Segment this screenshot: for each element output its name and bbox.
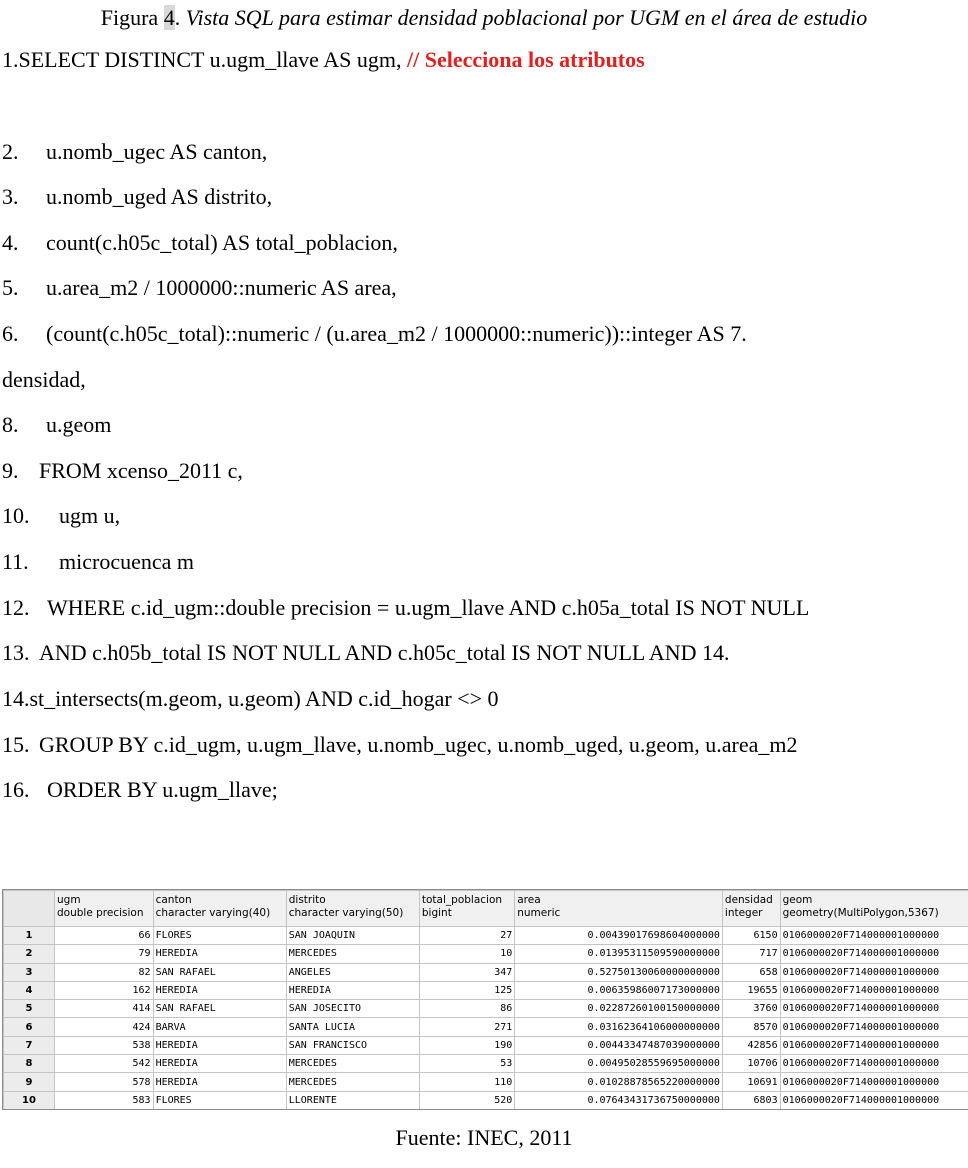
row-number[interactable]: 5 [4,1000,55,1018]
cell-geom[interactable]: 0106000020F714000001000000 [780,963,968,981]
row-number[interactable]: 1 [4,927,55,945]
cell-densidad[interactable]: 10706 [722,1055,780,1073]
cell-distrito[interactable]: SAN JOAQUIN [286,927,419,945]
cell-area[interactable]: 0.00443347487039000000 [515,1036,723,1054]
column-type: numeric [517,907,561,919]
code-text: count(c.h05c_total) AS total_poblacion, [46,230,398,255]
column-type: bigint [421,907,452,919]
line-number: 3. [2,184,19,209]
code-text: ugm u, [59,503,121,528]
code-line [2,138,267,166]
cell-distrito[interactable]: SANTA LUCIA [286,1018,419,1036]
table-row[interactable] [4,1018,968,1036]
cell-area[interactable]: 0.01395311509590000000 [515,945,723,963]
code-line [2,46,645,74]
cell-densidad[interactable]: 6803 [722,1091,780,1109]
line-number: 13. [2,640,30,665]
column-type: geometry(MultiPolygon,5367) [782,907,939,919]
row-number[interactable]: 7 [4,1036,55,1054]
line-number: 12. [2,595,30,620]
column-name: densidad [724,894,773,906]
cell-distrito[interactable]: MERCEDES [286,945,419,963]
cell-geom[interactable]: 0106000020F714000001000000 [780,1091,968,1109]
cell-distrito[interactable]: MERCEDES [286,1073,419,1091]
code-line [2,411,111,439]
cell-distrito[interactable]: HEREDIA [286,981,419,999]
code-text: u.nomb_uged AS distrito, [46,184,273,209]
cell-area[interactable]: 0.03162364106000000000 [515,1018,723,1036]
cell-ugm[interactable]: 578 [55,1073,154,1091]
cell-densidad[interactable]: 717 [722,945,780,963]
row-number[interactable]: 4 [4,981,55,999]
column-name: total_poblacion [421,894,503,906]
table-row[interactable] [4,945,968,963]
cell-geom[interactable]: 0106000020F714000001000000 [780,981,968,999]
row-number[interactable]: 6 [4,1018,55,1036]
cell-canton[interactable]: HEREDIA [153,945,286,963]
cell-geom[interactable]: 0106000020F714000001000000 [780,1000,968,1018]
caption-number: 4 [163,5,175,30]
cell-total[interactable]: 110 [419,1073,514,1091]
code-line [2,502,120,530]
cell-ugm[interactable]: 583 [55,1091,154,1109]
cell-canton[interactable]: SAN RAFAEL [153,963,286,981]
caption-separator: . [174,5,186,30]
code-line [2,548,194,576]
column-type: character varying(50) [288,907,404,919]
row-number[interactable]: 8 [4,1055,55,1073]
line-number: 16. [2,777,30,802]
code-line [2,457,243,485]
code-line [2,776,278,804]
cell-geom[interactable]: 0106000020F714000001000000 [780,1055,968,1073]
cell-area[interactable]: 0.00635986007173000000 [515,981,723,999]
code-line [2,639,730,667]
row-number[interactable]: 10 [4,1091,55,1109]
line-number: 10. [2,503,30,528]
table-row[interactable] [4,927,968,945]
cell-densidad[interactable]: 6150 [722,927,780,945]
cell-area[interactable]: 0.02287260100150000000 [515,1000,723,1018]
cell-densidad[interactable]: 8570 [722,1018,780,1036]
line-number: 5. [2,275,19,300]
cell-distrito[interactable]: SAN JOSECITO [286,1000,419,1018]
cell-distrito[interactable]: MERCEDES [286,1055,419,1073]
cell-geom[interactable]: 0106000020F714000001000000 [780,1018,968,1036]
cell-area[interactable]: 0.01028878565220000000 [515,1073,723,1091]
code-text: u.nomb_ugec AS canton, [46,139,268,164]
column-name: geom [782,894,813,906]
table-row[interactable] [4,1091,968,1109]
column-header-total_poblacion[interactable] [419,891,514,927]
code-text: FROM xcenso_2011 c, [39,458,243,483]
column-header-ugm[interactable] [55,891,154,927]
column-type: integer [724,907,763,919]
cell-area[interactable]: 0.00439017698604000000 [515,927,723,945]
caption-title: Vista SQL para estimar densidad poblacional por UGM en el área de estudio [185,5,868,30]
figure-caption [0,4,968,32]
source-note: Fuente: INEC, 2011 [395,1125,573,1150]
line-number: 15. [2,732,30,757]
code-text: microcuenca m [59,549,194,574]
cell-ugm[interactable]: 538 [55,1036,154,1054]
cell-total[interactable]: 125 [419,981,514,999]
cell-total[interactable]: 53 [419,1055,514,1073]
column-header-area[interactable] [515,891,723,927]
cell-densidad[interactable]: 10691 [722,1073,780,1091]
column-name: distrito [288,894,326,906]
line-number: 14. [2,686,30,711]
cell-geom[interactable]: 0106000020F714000001000000 [780,927,968,945]
cell-total[interactable]: 347 [419,963,514,981]
query-result-grid[interactable] [2,889,968,1110]
code-line [2,594,809,622]
cell-geom[interactable]: 0106000020F714000001000000 [780,1036,968,1054]
line-number: 1. [2,47,19,72]
cell-ugm[interactable]: 79 [55,945,154,963]
table-row[interactable] [4,963,968,981]
code-text: st_intersects(m.geom, u.geom) AND c.id_hogar <> 0 [29,686,499,711]
code-text: densidad, [2,367,86,392]
cell-densidad[interactable]: 42856 [722,1036,780,1054]
code-line [2,183,272,211]
code-text: (count(c.h05c_total)::numeric / (u.area_m2 / 1000000::numeric))::integer AS 7. [46,321,747,346]
code-line [2,320,747,348]
cell-ugm[interactable]: 66 [55,927,154,945]
caption-prefix: Figura [100,5,164,30]
cell-canton[interactable]: HEREDIA [153,1036,286,1054]
cell-distrito[interactable]: ANGELES [286,963,419,981]
cell-canton[interactable]: FLORES [153,1091,286,1109]
cell-total[interactable]: 271 [419,1018,514,1036]
cell-total[interactable]: 27 [419,927,514,945]
code-line [2,731,797,759]
line-number: 4. [2,230,19,255]
code-line [2,366,86,394]
code-text: ORDER BY u.ugm_llave; [47,777,278,802]
code-line [2,229,398,257]
row-number[interactable]: 3 [4,963,55,981]
column-type: double precision [57,907,144,919]
cell-area[interactable]: 0.00495028559695000000 [515,1055,723,1073]
line-number: 2. [2,139,19,164]
cell-geom[interactable]: 0106000020F714000001000000 [780,945,968,963]
cell-densidad[interactable]: 19655 [722,981,780,999]
cell-total[interactable]: 520 [419,1091,514,1109]
cell-ugm[interactable]: 82 [55,963,154,981]
cell-densidad[interactable]: 658 [722,963,780,981]
table-row[interactable] [4,981,968,999]
table-row[interactable] [4,1000,968,1018]
cell-area[interactable]: 0.07643431736750000000 [515,1091,723,1109]
code-line [2,274,397,302]
cell-ugm[interactable]: 424 [55,1018,154,1036]
code-text: AND c.h05b_total IS NOT NULL AND c.h05c_total IS NOT NULL AND 14. [39,640,730,665]
code-text: SELECT DISTINCT u.ugm_llave AS ugm, [18,47,407,72]
cell-densidad[interactable]: 3760 [722,1000,780,1018]
cell-total[interactable]: 86 [419,1000,514,1018]
line-number: 9. [2,458,19,483]
code-text: u.geom [46,412,112,437]
column-header-canton[interactable] [153,891,286,927]
code-line [2,685,499,713]
row-number[interactable]: 9 [4,1073,55,1091]
column-header-distrito[interactable] [286,891,419,927]
code-text: WHERE c.id_ugm::double precision = u.ugm_llave AND c.h05a_total IS NOT NULL [47,595,810,620]
cell-distrito[interactable]: SAN FRANCISCO [286,1036,419,1054]
cell-canton[interactable]: HEREDIA [153,1073,286,1091]
column-type: character varying(40) [155,907,271,919]
cell-ugm[interactable]: 162 [55,981,154,999]
cell-canton[interactable]: BARVA [153,1018,286,1036]
table-row[interactable] [4,1073,968,1091]
table-row[interactable] [4,1036,968,1054]
cell-canton[interactable]: HEREDIA [153,1055,286,1073]
code-text: GROUP BY c.id_ugm, u.ugm_llave, u.nomb_ugec, u.nomb_uged, u.geom, u.area_m2 [39,732,798,757]
cell-total[interactable]: 10 [419,945,514,963]
code-comment: // Selecciona los atributos [406,47,645,72]
column-name: canton [155,894,192,906]
cell-ugm[interactable]: 542 [55,1055,154,1073]
row-header-corner [4,891,55,927]
cell-geom[interactable]: 0106000020F714000001000000 [780,1073,968,1091]
column-header-geom[interactable] [780,891,968,927]
table-row[interactable] [4,1055,968,1073]
cell-ugm[interactable]: 414 [55,1000,154,1018]
cell-area[interactable]: 0.52750130060000000000 [515,963,723,981]
column-name: area [517,894,541,906]
line-number: 6. [2,321,19,346]
result-table [3,890,968,1110]
line-number: 8. [2,412,19,437]
cell-canton[interactable]: SAN RAFAEL [153,1000,286,1018]
line-number: 11. [2,549,29,574]
cell-canton[interactable]: HEREDIA [153,981,286,999]
column-header-densidad[interactable] [722,891,780,927]
column-name: ugm [57,894,81,906]
cell-canton[interactable]: FLORES [153,927,286,945]
code-text: u.area_m2 / 1000000::numeric AS area, [46,275,397,300]
cell-distrito[interactable]: LLORENTE [286,1091,419,1109]
cell-total[interactable]: 190 [419,1036,514,1054]
row-number[interactable]: 2 [4,945,55,963]
